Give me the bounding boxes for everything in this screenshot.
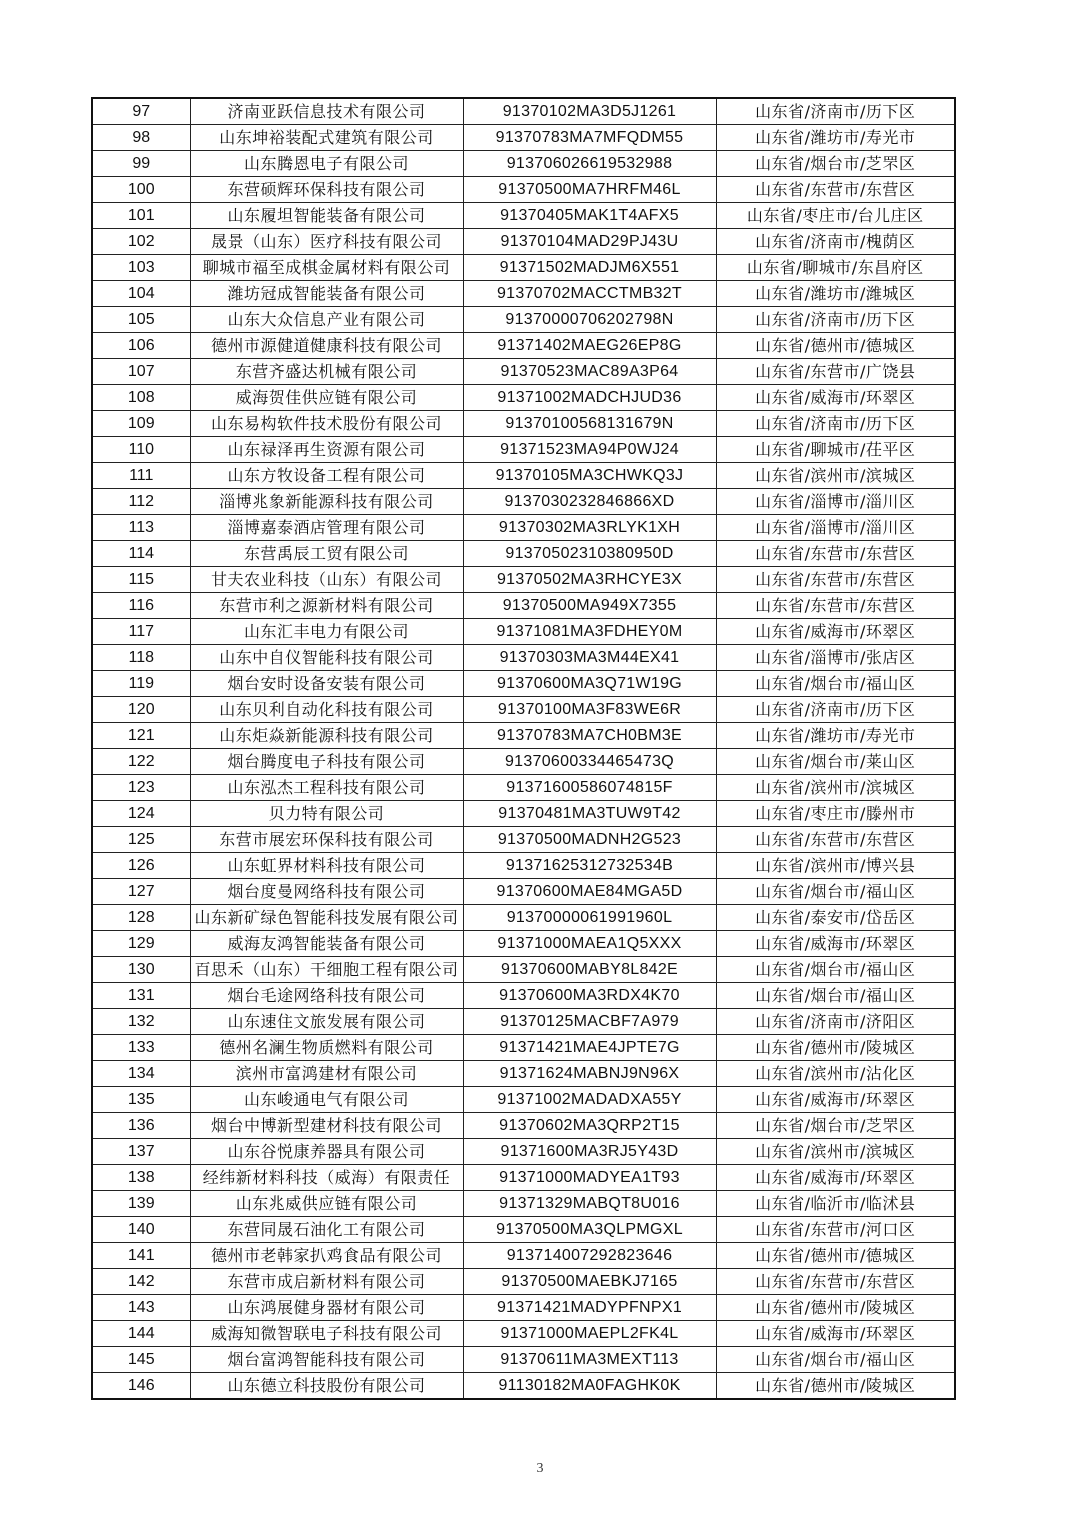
company-name-cell: 山东大众信息产业有限公司 [190,307,463,333]
credit-code-cell: 91130182MA0FAGHK0K [463,1373,716,1400]
region-cell: 山东省/德州市/德城区 [716,333,955,359]
region-cell: 山东省/滨州市/滨城区 [716,463,955,489]
credit-code-cell: 91371421MADYPFNPX1 [463,1295,716,1321]
region-cell: 山东省/济南市/济阳区 [716,1009,955,1035]
table-row [92,1061,955,1087]
credit-code-cell: 91370105MA3CHWKQ3J [463,463,716,489]
row-number-cell: 137 [92,1139,190,1165]
region-cell: 山东省/德州市/陵城区 [716,1295,955,1321]
table-row [92,463,955,489]
company-name-cell: 山东易构软件技术股份有限公司 [190,411,463,437]
table-row [92,385,955,411]
company-name-cell: 淄博嘉泰酒店管理有限公司 [190,515,463,541]
region-cell: 山东省/东营市/东营区 [716,1269,955,1295]
credit-code-cell: 91371002MADCHJUD36 [463,385,716,411]
region-cell: 山东省/淄博市/张店区 [716,645,955,671]
table-row [92,697,955,723]
region-cell: 山东省/济南市/历下区 [716,411,955,437]
region-cell: 山东省/烟台市/福山区 [716,879,955,905]
credit-code-cell: 91371081MA3FDHEY0M [463,619,716,645]
table-row [92,307,955,333]
region-cell: 山东省/威海市/环翠区 [716,385,955,411]
table-row [92,1113,955,1139]
company-name-cell: 淄博兆象新能源科技有限公司 [190,489,463,515]
credit-code-cell: 91371625312732534B [463,853,716,879]
table-row [92,255,955,281]
region-cell: 山东省/威海市/环翠区 [716,1087,955,1113]
company-name-cell: 山东德立科技股份有限公司 [190,1373,463,1400]
row-number-cell: 119 [92,671,190,697]
region-cell: 山东省/聊城市/茌平区 [716,437,955,463]
table-row [92,1165,955,1191]
region-cell: 山东省/烟台市/福山区 [716,983,955,1009]
region-cell: 山东省/济南市/历下区 [716,307,955,333]
table-row [92,749,955,775]
region-cell: 山东省/东营市/东营区 [716,567,955,593]
credit-code-cell: 91370600MAE84MGA5D [463,879,716,905]
credit-code-cell: 913706026619532988 [463,151,716,177]
region-cell: 山东省/滨州市/博兴县 [716,853,955,879]
region-cell: 山东省/东营市/东营区 [716,827,955,853]
company-name-cell: 山东虹界材料科技有限公司 [190,853,463,879]
company-name-cell: 烟台腾度电子科技有限公司 [190,749,463,775]
row-number-cell: 112 [92,489,190,515]
table-row [92,905,955,931]
table-row [92,1087,955,1113]
row-number-cell: 125 [92,827,190,853]
table-row [92,1321,955,1347]
region-cell: 山东省/烟台市/芝罘区 [716,1113,955,1139]
region-cell: 山东省/淄博市/淄川区 [716,489,955,515]
company-name-cell: 山东禄泽再生资源有限公司 [190,437,463,463]
enterprise-list-table [91,97,956,1400]
company-name-cell: 烟台毛途网络科技有限公司 [190,983,463,1009]
table-row [92,1295,955,1321]
table-row [92,775,955,801]
company-name-cell: 山东速住文旅发展有限公司 [190,1009,463,1035]
table-body [92,98,955,1399]
credit-code-cell: 91370000706202798N [463,307,716,333]
table-row [92,723,955,749]
row-number-cell: 100 [92,177,190,203]
table-row [92,1035,955,1061]
region-cell: 山东省/烟台市/福山区 [716,957,955,983]
credit-code-cell: 91371624MABNJ9N96X [463,1061,716,1087]
row-number-cell: 139 [92,1191,190,1217]
company-name-cell: 东营同晟石油化工有限公司 [190,1217,463,1243]
region-cell: 山东省/聊城市/东昌府区 [716,255,955,281]
table-row [92,593,955,619]
page-number: 3 [536,1461,544,1476]
row-number-cell: 138 [92,1165,190,1191]
company-name-cell: 山东泓杰工程科技有限公司 [190,775,463,801]
company-name-cell: 晟景（山东）医疗科技有限公司 [190,229,463,255]
credit-code-cell: 91370602MA3QRP2T15 [463,1113,716,1139]
row-number-cell: 144 [92,1321,190,1347]
company-name-cell: 烟台度曼网络科技有限公司 [190,879,463,905]
table-row [92,203,955,229]
company-name-cell: 百思禾（山东）干细胞工程有限公司 [190,957,463,983]
credit-code-cell: 91371523MA94P0WJ24 [463,437,716,463]
table-row [92,1373,955,1400]
credit-code-cell: 91370303MA3M44EX41 [463,645,716,671]
row-number-cell: 122 [92,749,190,775]
region-cell: 山东省/滨州市/滨城区 [716,775,955,801]
credit-code-cell: 91370500MAEBKJ7165 [463,1269,716,1295]
row-number-cell: 130 [92,957,190,983]
credit-code-cell: 91371329MABQT8U016 [463,1191,716,1217]
region-cell: 山东省/泰安市/岱岳区 [716,905,955,931]
table-row [92,1191,955,1217]
row-number-cell: 129 [92,931,190,957]
region-cell: 山东省/烟台市/福山区 [716,1347,955,1373]
row-number-cell: 118 [92,645,190,671]
company-name-cell: 山东腾恩电子有限公司 [190,151,463,177]
credit-code-cell: 91371402MAEG26EP8G [463,333,716,359]
region-cell: 山东省/东营市/东营区 [716,177,955,203]
credit-code-cell: 91370000061991960L [463,905,716,931]
row-number-cell: 133 [92,1035,190,1061]
company-name-cell: 德州市老韩家扒鸡食品有限公司 [190,1243,463,1269]
table-row [92,541,955,567]
company-name-cell: 烟台安时设备安装有限公司 [190,671,463,697]
company-name-cell: 聊城市福至成棋金属材料有限公司 [190,255,463,281]
row-number-cell: 127 [92,879,190,905]
credit-code-cell: 91370500MA7HRFM46L [463,177,716,203]
company-name-cell: 山东炬焱新能源科技有限公司 [190,723,463,749]
company-name-cell: 山东新矿绿色智能科技发展有限公司 [190,905,463,931]
row-number-cell: 123 [92,775,190,801]
company-name-cell: 东营禹辰工贸有限公司 [190,541,463,567]
row-number-cell: 117 [92,619,190,645]
region-cell: 山东省/德州市/陵城区 [716,1035,955,1061]
region-cell: 山东省/枣庄市/滕州市 [716,801,955,827]
company-name-cell: 德州名澜生物质燃料有限公司 [190,1035,463,1061]
company-name-cell: 山东兆威供应链有限公司 [190,1191,463,1217]
credit-code-cell: 91371600586074815F [463,775,716,801]
table-row [92,1139,955,1165]
row-number-cell: 99 [92,151,190,177]
table-row [92,1269,955,1295]
row-number-cell: 146 [92,1373,190,1400]
row-number-cell: 114 [92,541,190,567]
row-number-cell: 143 [92,1295,190,1321]
region-cell: 山东省/临沂市/临沭县 [716,1191,955,1217]
table-row [92,931,955,957]
credit-code-cell: 91370783MA7MFQDM55 [463,125,716,151]
region-cell: 山东省/潍坊市/寿光市 [716,125,955,151]
region-cell: 山东省/东营市/东营区 [716,593,955,619]
region-cell: 山东省/烟台市/莱山区 [716,749,955,775]
row-number-cell: 108 [92,385,190,411]
row-number-cell: 102 [92,229,190,255]
company-name-cell: 烟台富鸿智能科技有限公司 [190,1347,463,1373]
credit-code-cell: 91370500MA3QLPMGXL [463,1217,716,1243]
region-cell: 山东省/德州市/德城区 [716,1243,955,1269]
region-cell: 山东省/济南市/历下区 [716,98,955,125]
row-number-cell: 126 [92,853,190,879]
table-row [92,567,955,593]
row-number-cell: 140 [92,1217,190,1243]
region-cell: 山东省/滨州市/沾化区 [716,1061,955,1087]
region-cell: 山东省/威海市/环翠区 [716,1321,955,1347]
company-name-cell: 潍坊冠成智能装备有限公司 [190,281,463,307]
credit-code-cell: 91370502MA3RHCYE3X [463,567,716,593]
credit-code-cell: 91371000MAEPL2FK4L [463,1321,716,1347]
row-number-cell: 134 [92,1061,190,1087]
table-row [92,437,955,463]
row-number-cell: 132 [92,1009,190,1035]
company-name-cell: 济南亚跃信息技术有限公司 [190,98,463,125]
row-number-cell: 128 [92,905,190,931]
table-row [92,1347,955,1373]
company-name-cell: 山东履坦智能装备有限公司 [190,203,463,229]
credit-code-cell: 91370702MACCTMB32T [463,281,716,307]
table-row [92,229,955,255]
credit-code-cell: 91370600MA3RDX4K70 [463,983,716,1009]
table-row [92,489,955,515]
company-name-cell: 贝力特有限公司 [190,801,463,827]
table-row [92,1217,955,1243]
table-row [92,359,955,385]
table-row [92,515,955,541]
row-number-cell: 98 [92,125,190,151]
company-name-cell: 山东坤裕装配式建筑有限公司 [190,125,463,151]
region-cell: 山东省/东营市/广饶县 [716,359,955,385]
table-row [92,671,955,697]
row-number-cell: 106 [92,333,190,359]
table-row [92,619,955,645]
region-cell: 山东省/东营市/河口区 [716,1217,955,1243]
region-cell: 山东省/枣庄市/台儿庄区 [716,203,955,229]
row-number-cell: 145 [92,1347,190,1373]
table-row [92,879,955,905]
company-name-cell: 东营市利之源新材料有限公司 [190,593,463,619]
table-row [92,645,955,671]
credit-code-cell: 913714007292823646 [463,1243,716,1269]
row-number-cell: 113 [92,515,190,541]
region-cell: 山东省/潍坊市/潍城区 [716,281,955,307]
region-cell: 山东省/潍坊市/寿光市 [716,723,955,749]
credit-code-cell: 91370302MA3RLYK1XH [463,515,716,541]
company-name-cell: 德州市源健道健康科技有限公司 [190,333,463,359]
credit-code-cell: 91371002MADADXA55Y [463,1087,716,1113]
region-cell: 山东省/济南市/槐荫区 [716,229,955,255]
company-name-cell: 东营齐盛达机械有限公司 [190,359,463,385]
company-name-cell: 经纬新材料科技（威海）有限责任 [190,1165,463,1191]
region-cell: 山东省/济南市/历下区 [716,697,955,723]
region-cell: 山东省/德州市/陵城区 [716,1373,955,1400]
credit-code-cell: 91370102MA3D5J1261 [463,98,716,125]
table-row [92,281,955,307]
region-cell: 山东省/威海市/环翠区 [716,931,955,957]
table-row [92,1243,955,1269]
row-number-cell: 115 [92,567,190,593]
row-number-cell: 110 [92,437,190,463]
credit-code-cell: 91370500MA949X7355 [463,593,716,619]
credit-code-cell: 91370500MADNH2G523 [463,827,716,853]
credit-code-cell: 91370100MA3F83WE6R [463,697,716,723]
table-row [92,125,955,151]
table-row [92,983,955,1009]
company-name-cell: 山东贝利自动化科技有限公司 [190,697,463,723]
credit-code-cell: 91370125MACBF7A979 [463,1009,716,1035]
table-row [92,827,955,853]
credit-code-cell: 91371421MAE4JPTE7G [463,1035,716,1061]
company-name-cell: 烟台中博新型建材科技有限公司 [190,1113,463,1139]
region-cell: 山东省/淄博市/淄川区 [716,515,955,541]
company-name-cell: 甘夫农业科技（山东）有限公司 [190,567,463,593]
row-number-cell: 124 [92,801,190,827]
company-name-cell: 山东方牧设备工程有限公司 [190,463,463,489]
row-number-cell: 121 [92,723,190,749]
company-name-cell: 山东中自仪智能科技有限公司 [190,645,463,671]
credit-code-cell: 91370405MAK1T4AFX5 [463,203,716,229]
credit-code-cell: 91370600334465473Q [463,749,716,775]
row-number-cell: 101 [92,203,190,229]
credit-code-cell: 91370100568131679N [463,411,716,437]
row-number-cell: 135 [92,1087,190,1113]
credit-code-cell: 91370523MAC89A3P64 [463,359,716,385]
region-cell: 山东省/烟台市/芝罘区 [716,151,955,177]
row-number-cell: 111 [92,463,190,489]
table-row [92,957,955,983]
credit-code-cell: 91371000MADYEA1T93 [463,1165,716,1191]
credit-code-cell: 91370502310380950D [463,541,716,567]
credit-code-cell: 91370481MA3TUW9T42 [463,801,716,827]
credit-code-cell: 91370600MABY8L842E [463,957,716,983]
company-name-cell: 东营市成启新材料有限公司 [190,1269,463,1295]
company-name-cell: 山东汇丰电力有限公司 [190,619,463,645]
table-row [92,1009,955,1035]
table-row [92,411,955,437]
row-number-cell: 109 [92,411,190,437]
credit-code-cell: 91371502MADJM6X551 [463,255,716,281]
company-name-cell: 威海友鸿智能装备有限公司 [190,931,463,957]
row-number-cell: 141 [92,1243,190,1269]
credit-code-cell: 91370104MAD29PJ43U [463,229,716,255]
region-cell: 山东省/烟台市/福山区 [716,671,955,697]
table-row [92,853,955,879]
company-name-cell: 威海知微智联电子科技有限公司 [190,1321,463,1347]
row-number-cell: 105 [92,307,190,333]
region-cell: 山东省/威海市/环翠区 [716,1165,955,1191]
row-number-cell: 107 [92,359,190,385]
credit-code-cell: 91370783MA7CH0BM3E [463,723,716,749]
company-name-cell: 威海贺佳供应链有限公司 [190,385,463,411]
table-row [92,333,955,359]
company-name-cell: 滨州市富鸿建材有限公司 [190,1061,463,1087]
region-cell: 山东省/威海市/环翠区 [716,619,955,645]
table-row [92,98,955,125]
row-number-cell: 103 [92,255,190,281]
credit-code-cell: 9137030232846866XD [463,489,716,515]
row-number-cell: 142 [92,1269,190,1295]
row-number-cell: 116 [92,593,190,619]
row-number-cell: 104 [92,281,190,307]
row-number-cell: 136 [92,1113,190,1139]
region-cell: 山东省/滨州市/滨城区 [716,1139,955,1165]
table-row [92,151,955,177]
company-name-cell: 山东鸿展健身器材有限公司 [190,1295,463,1321]
row-number-cell: 97 [92,98,190,125]
credit-code-cell: 91371600MA3RJ5Y43D [463,1139,716,1165]
region-cell: 山东省/东营市/东营区 [716,541,955,567]
table-row [92,177,955,203]
credit-code-cell: 91370611MA3MEXT113 [463,1347,716,1373]
company-name-cell: 山东峻通电气有限公司 [190,1087,463,1113]
credit-code-cell: 91371000MAEA1Q5XXX [463,931,716,957]
company-name-cell: 东营硕辉环保科技有限公司 [190,177,463,203]
table-row [92,801,955,827]
company-name-cell: 山东谷悦康养器具有限公司 [190,1139,463,1165]
row-number-cell: 131 [92,983,190,1009]
row-number-cell: 120 [92,697,190,723]
company-name-cell: 东营市展宏环保科技有限公司 [190,827,463,853]
credit-code-cell: 91370600MA3Q71W19G [463,671,716,697]
